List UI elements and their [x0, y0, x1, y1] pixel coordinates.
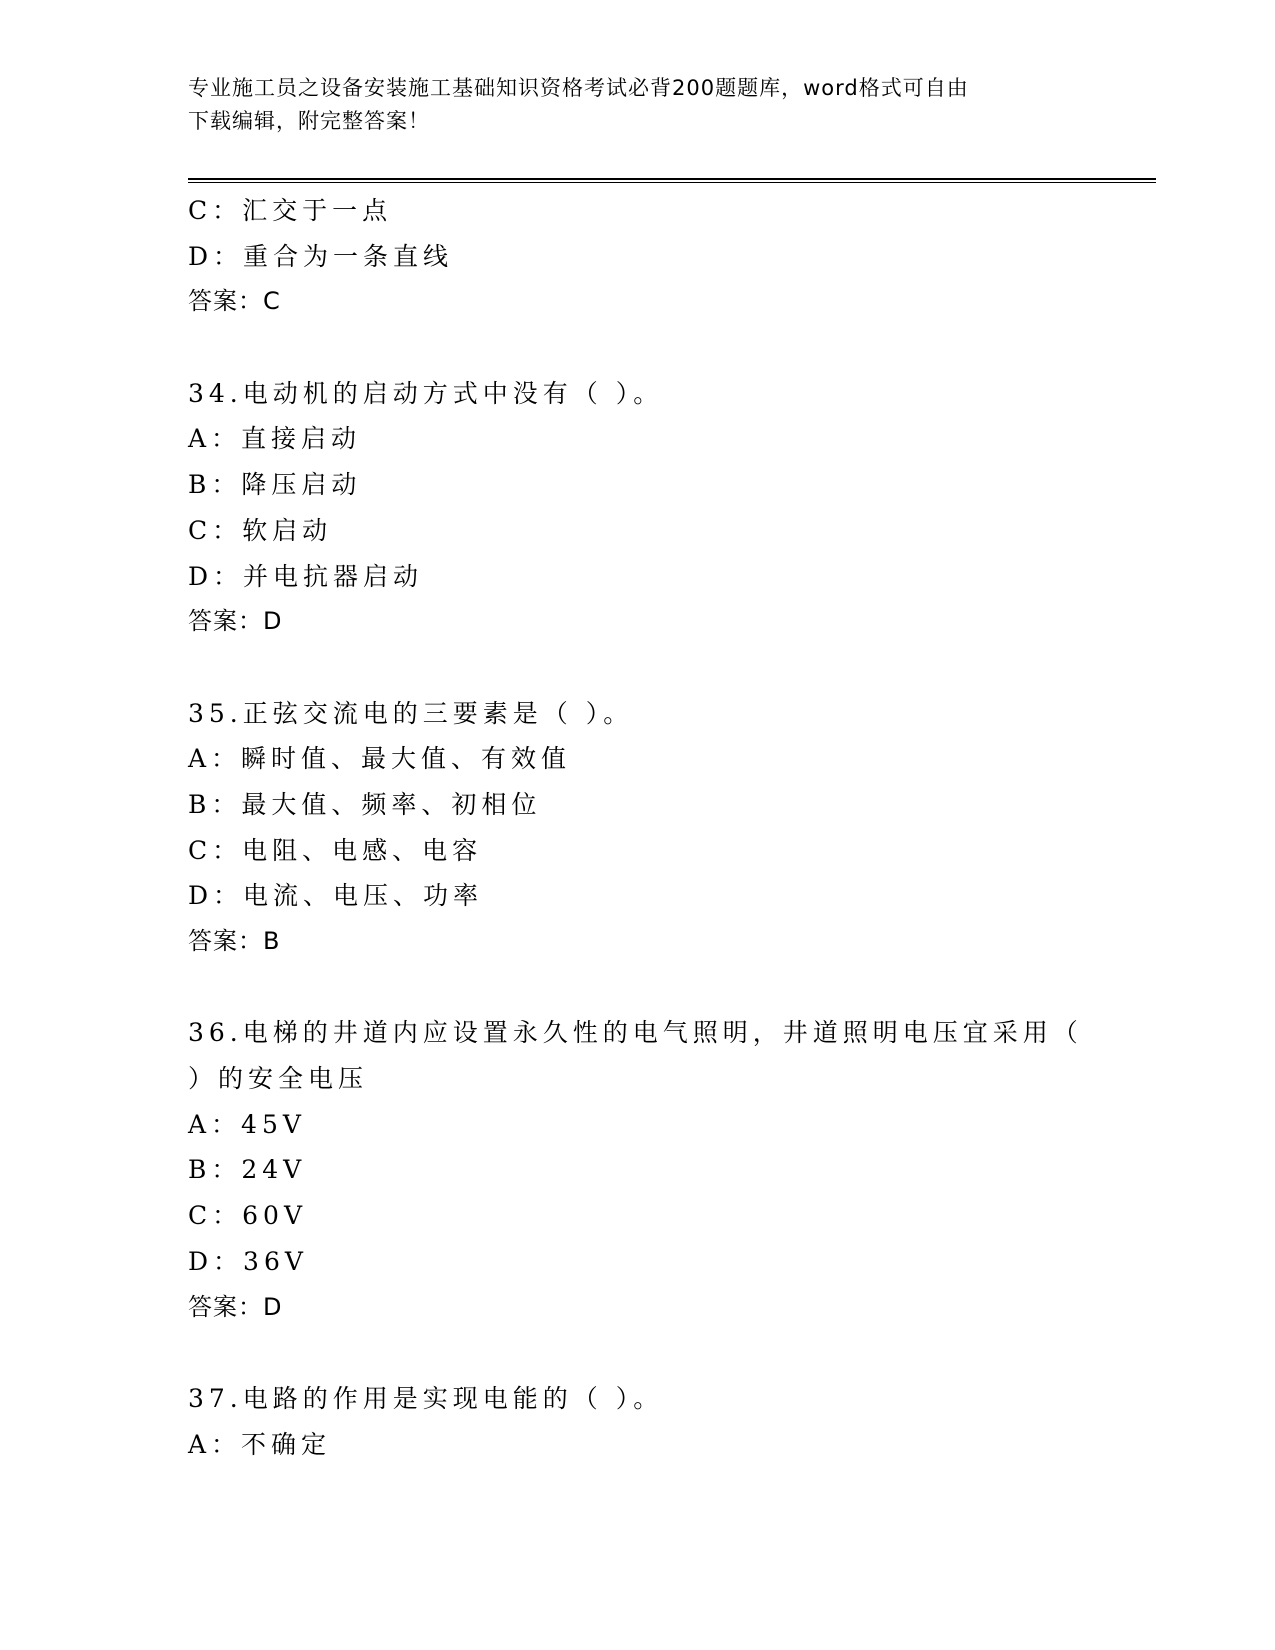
option-line: D：36V [188, 1246, 308, 1276]
question-text: 37.电路的作用是实现电能的（ ）。 [188, 1383, 664, 1413]
document-header [188, 72, 1068, 138]
option-line: ）的安全电压 [188, 1064, 369, 1094]
option-line: D：重合为一条直线 [188, 241, 454, 271]
option-line: C：电阻、电感、电容 [188, 835, 483, 865]
option-line: A：45V [188, 1109, 306, 1139]
question-list [188, 188, 1148, 1467]
option-line: B：24V [188, 1155, 307, 1185]
question-text: 34.电动机的启动方式中没有（ ）。 [188, 378, 664, 408]
block-spacer [188, 325, 1148, 371]
option-line: A：瞬时值、最大值、有效值 [188, 744, 572, 774]
answer-line: 答案：D [188, 1292, 283, 1321]
option-line: D：电流、电压、功率 [188, 881, 484, 911]
option-line: A：不确定 [188, 1429, 332, 1459]
option-line: D：并电抗器启动 [188, 561, 424, 591]
block-spacer [188, 645, 1148, 691]
option-line: C：软启动 [188, 515, 333, 545]
answer-line: 答案：D [188, 607, 283, 636]
question-text: 35.正弦交流电的三要素是（ ）。 [188, 698, 634, 728]
question-text: 36.电梯的井道内应设置永久性的电气照明，井道照明电压宜采用（ [188, 1018, 1083, 1048]
block-spacer [188, 1330, 1148, 1376]
option-line: C：汇交于一点 [188, 196, 393, 225]
answer-line: 答案：B [188, 927, 281, 955]
option-line: B：最大值、频率、初相位 [188, 789, 542, 819]
option-line: A：直接启动 [188, 424, 362, 454]
block-spacer [188, 965, 1148, 1011]
option-line: C：60V [188, 1201, 307, 1231]
header-line-2: 下载编辑，附完整答案！ [188, 109, 430, 133]
header-divider [188, 178, 1156, 183]
option-line: B：降压启动 [188, 470, 362, 500]
answer-line: 答案：C [188, 287, 281, 316]
header-line-1: 专业施工员之设备安装施工基础知识资格考试必背200题题库，word格式可自由 [188, 76, 969, 100]
